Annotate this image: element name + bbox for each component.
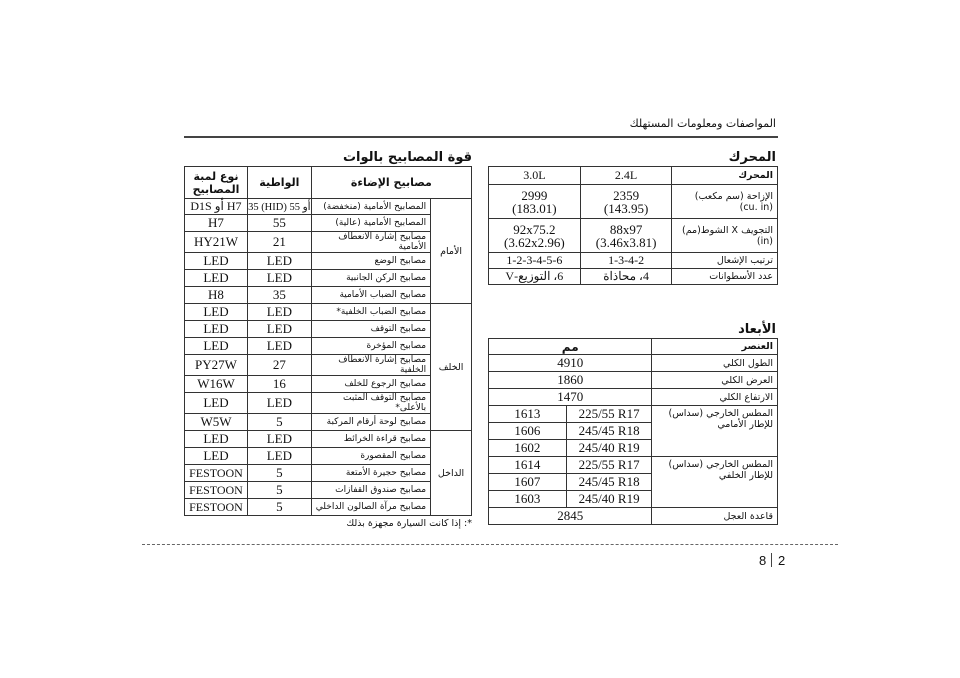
bulb-wattage: 5	[247, 414, 311, 431]
rear-tread-value: 1614	[489, 457, 567, 474]
bulb-type: LED	[185, 431, 248, 448]
bulb-wattage: 5	[247, 499, 311, 516]
bulb-wattage: 35 (HID) أو 55	[247, 199, 311, 215]
bulb-type: W5W	[185, 414, 248, 431]
dimension-width-label: العرض الكلي	[652, 372, 778, 389]
engine-col-24: 2.4L	[580, 167, 672, 185]
bulb-type: FESTOON	[185, 482, 248, 499]
front-tread-value: 1602	[489, 440, 567, 457]
bulb-row	[185, 376, 472, 393]
bulb-lamp-name: مصابيح الرجوع للخلف	[311, 376, 430, 393]
engine-firing-24: 1-3-4-2	[580, 253, 672, 269]
bulb-lamp-name: المصابيح الأمامية (عالية)	[311, 215, 430, 232]
bulb-type: LED	[185, 304, 248, 321]
bulb-row	[185, 355, 472, 376]
bulb-lamp-name: مصابيح الضباب الأمامية	[311, 287, 430, 304]
bulb-type: LED	[185, 393, 248, 414]
engine-cylinders-label: عدد الأسطوانات	[672, 269, 778, 285]
bulb-row	[185, 414, 472, 431]
bulb-row	[185, 304, 472, 321]
dimensions-section-title: الأبعاد	[738, 322, 776, 337]
bulb-wattage: LED	[247, 321, 311, 338]
engine-displacement-24: 2359 (143.95)	[580, 185, 672, 219]
bulb-row	[185, 393, 472, 414]
bulb-wattage: LED	[247, 270, 311, 287]
bulb-col-lamp: مصابيح الإضاءة	[311, 167, 471, 199]
dimension-width-value: 1860	[489, 372, 652, 389]
bulb-type: H8	[185, 287, 248, 304]
bulb-type: D1S أو H7	[185, 199, 248, 215]
bulb-lamp-name: مصابيح التوقف المثبت بالأعلى*	[311, 393, 430, 414]
bulb-wattage: 21	[247, 232, 311, 253]
front-tread-tire: 245/45 R18	[566, 423, 652, 440]
bulb-type: FESTOON	[185, 499, 248, 516]
bulbs-section-title: قوة المصابيح بالوات	[342, 150, 472, 165]
bulb-wattage: LED	[247, 448, 311, 465]
front-tread-tire: 245/40 R19	[566, 440, 652, 457]
page-number-section: 8	[759, 553, 767, 568]
dimensions-table	[488, 338, 778, 525]
engine-bore-30: 92x75.2 (3.62x2.96)	[489, 219, 581, 253]
bulb-lamp-name: مصابيح المقصورة	[311, 448, 430, 465]
front-tread-value: 1606	[489, 423, 567, 440]
engine-displacement-label: الإزاحة (سم مكعب) (cu. in)	[672, 185, 778, 219]
bulb-wattage: 27	[247, 355, 311, 376]
rear-tread-tire: 245/45 R18	[566, 474, 652, 491]
bulb-col-wattage: الواطية	[247, 167, 311, 199]
bulb-lamp-name: مصابيح المؤخرة	[311, 338, 430, 355]
engine-section-title: المحرك	[728, 150, 776, 165]
bulb-row	[185, 448, 472, 465]
bulb-wattage: LED	[247, 338, 311, 355]
bulb-row	[185, 499, 472, 516]
wheelbase-label: قاعدة العجل	[652, 508, 778, 525]
bulb-col-type: نوع لمبة المصابيح	[185, 167, 248, 199]
dimensions-col-item: العنصر	[652, 339, 778, 355]
bulb-row	[185, 270, 472, 287]
engine-bore-24: 88x97 (3.46x3.81)	[580, 219, 672, 253]
bulb-type: LED	[185, 321, 248, 338]
engine-table	[488, 166, 778, 285]
engine-displacement-30: 2999 (183.01)	[489, 185, 581, 219]
engine-cylinders-30: 6، التوزيع-V	[489, 269, 581, 285]
bulb-wattage: LED	[247, 304, 311, 321]
bulb-row	[185, 215, 472, 232]
bulb-row	[185, 321, 472, 338]
bulb-type: LED	[185, 253, 248, 270]
bulb-lamp-name: مصابيح إشارة الانعطاف الخلفية	[311, 355, 430, 376]
bulb-wattage: 35	[247, 287, 311, 304]
front-tread-label: المطس الخارجي (سداس) للإطار الأمامي	[652, 406, 778, 457]
bulb-type: LED	[185, 448, 248, 465]
bulb-row	[185, 232, 472, 253]
bulb-wattage-table	[184, 166, 472, 516]
page-number-separator	[771, 553, 772, 567]
bulb-row	[185, 338, 472, 355]
dimension-length-label: الطول الكلي	[652, 355, 778, 372]
front-tread-value: 1613	[489, 406, 567, 423]
bulb-row	[185, 287, 472, 304]
dimensions-col-mm: مم	[489, 339, 652, 355]
page-header-title: المواصفات ومعلومات المستهلك	[629, 117, 776, 130]
bulb-wattage: 5	[247, 465, 311, 482]
bulb-type: LED	[185, 338, 248, 355]
bulb-type: H7	[185, 215, 248, 232]
bulb-type: PY27W	[185, 355, 248, 376]
engine-firing-30: 1-2-3-4-5-6	[489, 253, 581, 269]
rear-tread-tire: 245/40 R19	[566, 491, 652, 508]
engine-col-item: المحرك	[672, 167, 778, 185]
bulb-group-label: الداخل	[431, 431, 472, 516]
bulb-row	[185, 199, 472, 215]
bulb-lamp-name: مصابيح الضباب الخلفية*	[311, 304, 430, 321]
bulb-lamp-name: المصابيح الأمامية (منخفضة)	[311, 199, 430, 215]
bulb-lamp-name: مصابيح صندوق القفازات	[311, 482, 430, 499]
engine-cylinders-24: 4، محاذاة	[580, 269, 672, 285]
bulb-row	[185, 253, 472, 270]
bulb-wattage: LED	[247, 393, 311, 414]
rear-tread-value: 1607	[489, 474, 567, 491]
engine-bore-label: التجويف X الشوط(مم) (in)	[672, 219, 778, 253]
bulb-type: LED	[185, 270, 248, 287]
bulb-lamp-name: مصابيح لوحة أرقام المركبة	[311, 414, 430, 431]
bulb-wattage: LED	[247, 431, 311, 448]
engine-col-30: 3.0L	[489, 167, 581, 185]
bulb-lamp-name: مصابيح مرآة الصالون الداخلي	[311, 499, 430, 516]
bulb-row	[185, 465, 472, 482]
bulb-row	[185, 431, 472, 448]
dimension-height-value: 1470	[489, 389, 652, 406]
rear-tread-value: 1603	[489, 491, 567, 508]
bulb-wattage: 16	[247, 376, 311, 393]
bulb-type: HY21W	[185, 232, 248, 253]
bulb-group-label: الأمام	[431, 199, 472, 304]
bulb-lamp-name: مصابيح قراءة الخرائط	[311, 431, 430, 448]
bulb-lamp-name: مصابيح الركن الجانبية	[311, 270, 430, 287]
rear-tread-label: المطس الخارجي (سداس) للإطار الخلفي	[652, 457, 778, 508]
rear-tread-tire: 225/55 R17	[566, 457, 652, 474]
wheelbase-value: 2845	[489, 508, 652, 525]
dimension-length-value: 4910	[489, 355, 652, 372]
bulb-footnote: *: إذا كانت السيارة مجهزة بذلك	[346, 518, 472, 529]
bulb-type: FESTOON	[185, 465, 248, 482]
page-number: 2	[778, 553, 786, 568]
bulb-lamp-name: مصابيح إشارة الانعطاف الأمامية	[311, 232, 430, 253]
bulb-lamp-name: مصابيح التوقف	[311, 321, 430, 338]
bulb-type: W16W	[185, 376, 248, 393]
front-tread-tire: 225/55 R17	[566, 406, 652, 423]
bulb-lamp-name: مصابيح الوضع	[311, 253, 430, 270]
dimension-height-label: الارتفاع الكلي	[652, 389, 778, 406]
bulb-row	[185, 482, 472, 499]
bulb-wattage: 55	[247, 215, 311, 232]
engine-firing-label: ترتيب الإشعال	[672, 253, 778, 269]
bulb-wattage: 5	[247, 482, 311, 499]
bulb-group-label: الخلف	[431, 304, 472, 431]
header-divider	[184, 136, 778, 138]
bulb-wattage: LED	[247, 253, 311, 270]
footer-divider	[142, 544, 838, 545]
bulb-lamp-name: مصابيح حجيرة الأمتعة	[311, 465, 430, 482]
